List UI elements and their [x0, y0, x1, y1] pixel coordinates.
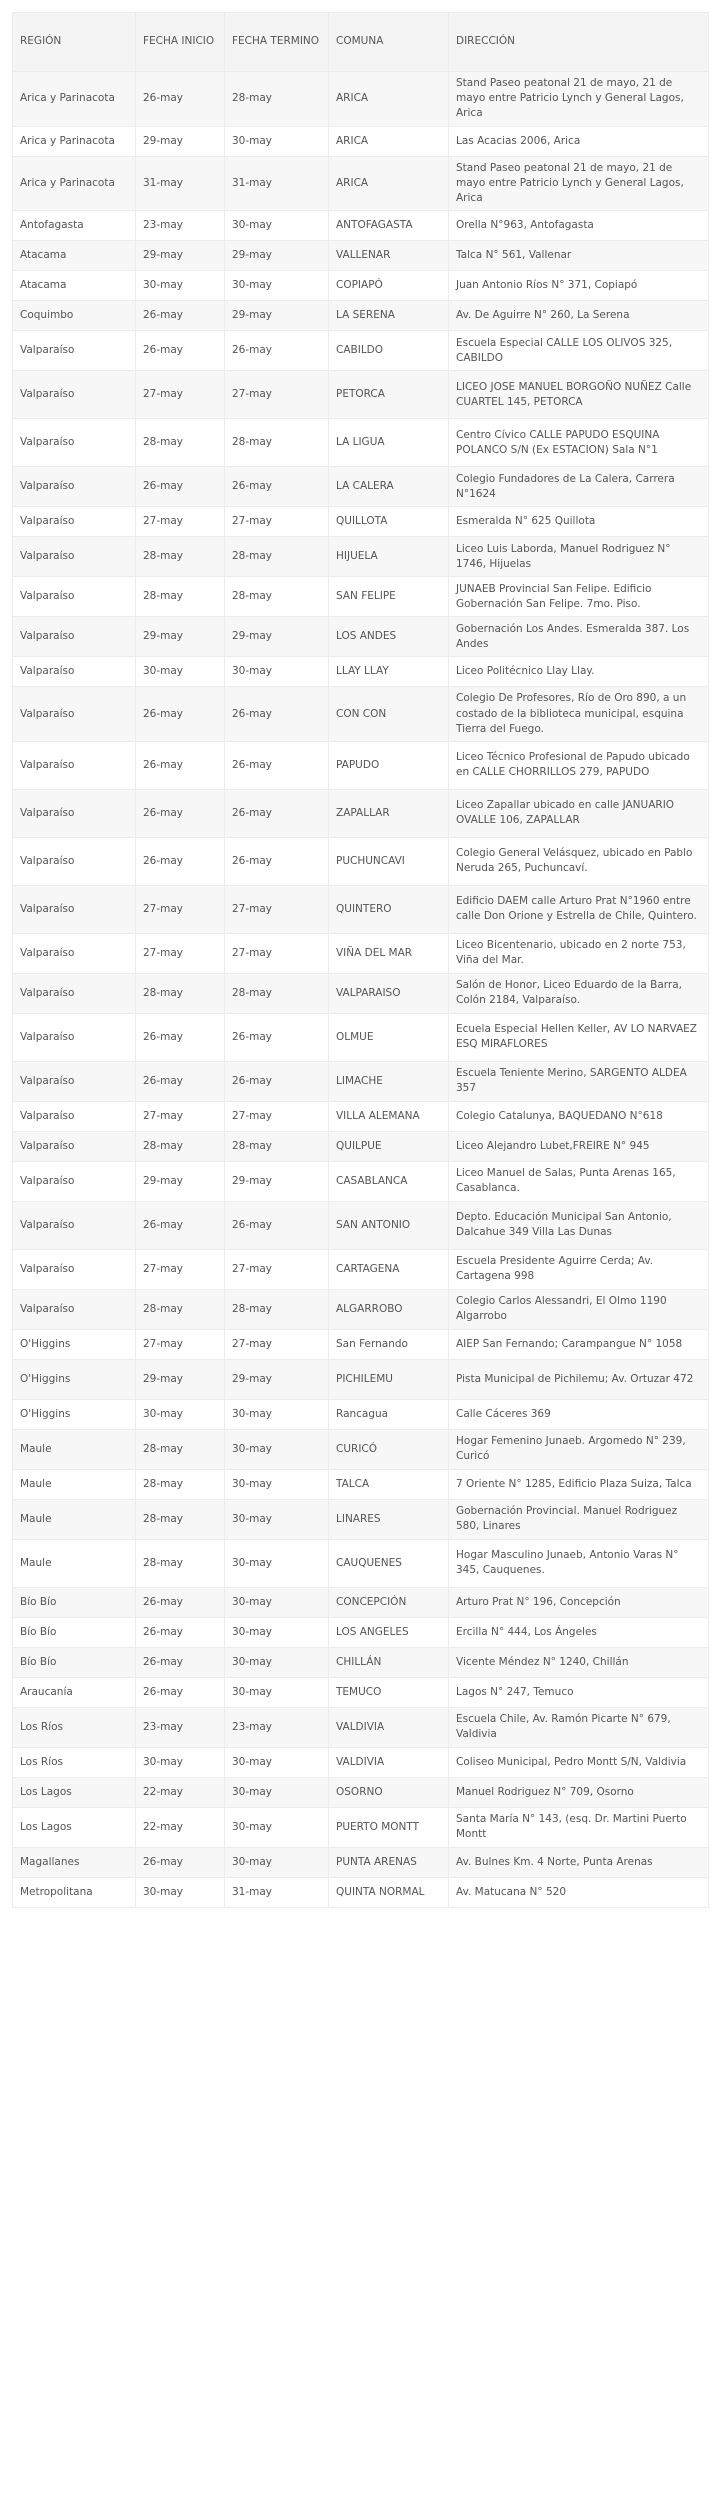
cell-direccion: Escuela Presidente Aguirre Cerda; Av. Cartagena 998: [449, 1249, 709, 1289]
table-row: [13, 933, 709, 973]
cell-fecha-inicio: 27-may: [136, 1249, 225, 1289]
cell-comuna: San Fernando: [329, 1329, 449, 1359]
cell-fecha-inicio: 27-may: [136, 371, 225, 419]
cell-fecha-termino: 28-may: [225, 577, 329, 617]
cell-comuna: ZAPALLAR: [329, 789, 449, 837]
cell-direccion: Las Acacias 2006, Arica: [449, 126, 709, 156]
cell-fecha-inicio: 29-may: [136, 241, 225, 271]
cell-comuna: ALGARROBO: [329, 1289, 449, 1329]
cell-region: Valparaíso: [13, 1013, 136, 1061]
cell-fecha-termino: 28-may: [225, 537, 329, 577]
cell-direccion: Liceo Técnico Profesional de Papudo ubicado en CALLE CHORRILLOS 279, PAPUDO: [449, 741, 709, 789]
cell-region: Arica y Parinacota: [13, 72, 136, 127]
table-row: [13, 1587, 709, 1617]
cell-fecha-inicio: 28-may: [136, 1429, 225, 1469]
cell-direccion: Juan Antonio Ríos N° 371, Copiapó: [449, 271, 709, 301]
table-row: [13, 1677, 709, 1707]
cell-comuna: QUILPUE: [329, 1131, 449, 1161]
cell-fecha-termino: 27-may: [225, 885, 329, 933]
cell-region: Los Ríos: [13, 1747, 136, 1777]
cell-fecha-termino: 27-may: [225, 1329, 329, 1359]
cell-comuna: VALDIVIA: [329, 1747, 449, 1777]
column-header-fecha-inicio: FECHA INICIO: [136, 13, 225, 72]
cell-comuna: TEMUCO: [329, 1677, 449, 1707]
table-row: [13, 789, 709, 837]
cell-region: Valparaíso: [13, 789, 136, 837]
cell-direccion: Av. Matucana N° 520: [449, 1877, 709, 1907]
cell-fecha-inicio: 27-may: [136, 885, 225, 933]
cell-comuna: LOS ANGELES: [329, 1617, 449, 1647]
cell-direccion: Stand Paseo peatonal 21 de mayo, 21 de mayo entre Patricio Lynch y General Lagos, Arica: [449, 72, 709, 127]
cell-region: Valparaíso: [13, 741, 136, 789]
cell-direccion: Edificio DAEM calle Arturo Prat N°1960 entre calle Don Orione y Estrella de Chile, Quintero.: [449, 885, 709, 933]
cell-direccion: Liceo Luis Laborda, Manuel Rodriguez N° 1746, Hijuelas: [449, 537, 709, 577]
cell-region: Magallanes: [13, 1847, 136, 1877]
header-row: [13, 13, 709, 72]
cell-fecha-inicio: 29-may: [136, 1359, 225, 1399]
table-row: [13, 973, 709, 1013]
cell-fecha-inicio: 28-may: [136, 1289, 225, 1329]
cell-comuna: SAN FELIPE: [329, 577, 449, 617]
table-row: [13, 1499, 709, 1539]
cell-fecha-termino: 29-may: [225, 301, 329, 331]
cell-region: O'Higgins: [13, 1399, 136, 1429]
cell-comuna: PAPUDO: [329, 741, 449, 789]
table-row: [13, 577, 709, 617]
cell-fecha-inicio: 26-may: [136, 72, 225, 127]
cell-direccion: Colegio Carlos Alessandri, El Olmo 1190 Algarrobo: [449, 1289, 709, 1329]
cell-region: Bío Bío: [13, 1647, 136, 1677]
cell-comuna: CURICÓ: [329, 1429, 449, 1469]
cell-fecha-inicio: 23-may: [136, 1707, 225, 1747]
table-row: [13, 1101, 709, 1131]
table-row: [13, 1289, 709, 1329]
cell-direccion: Liceo Bicentenario, ubicado en 2 norte 753, Viña del Mar.: [449, 933, 709, 973]
cell-direccion: Ecuela Especial Hellen Keller, AV LO NARVAEZ ESQ MIRAFLORES: [449, 1013, 709, 1061]
table-row: [13, 507, 709, 537]
cell-region: Bío Bío: [13, 1617, 136, 1647]
cell-fecha-inicio: 26-may: [136, 1647, 225, 1677]
cell-fecha-termino: 28-may: [225, 1289, 329, 1329]
cell-fecha-termino: 30-may: [225, 1617, 329, 1647]
table-row: [13, 241, 709, 271]
cell-fecha-inicio: 26-may: [136, 789, 225, 837]
cell-comuna: CAUQUENES: [329, 1539, 449, 1587]
table-row: [13, 1707, 709, 1747]
cell-fecha-inicio: 26-may: [136, 1061, 225, 1101]
cell-direccion: Colegio General Velásquez, ubicado en Pablo Neruda 265, Puchuncaví.: [449, 837, 709, 885]
cell-region: O'Higgins: [13, 1329, 136, 1359]
cell-fecha-inicio: 28-may: [136, 1499, 225, 1539]
table-row: [13, 1877, 709, 1907]
cell-direccion: Depto. Educación Municipal San Antonio, Dalcahue 349 Villa Las Dunas: [449, 1201, 709, 1249]
cell-fecha-inicio: 30-may: [136, 1399, 225, 1429]
cell-fecha-termino: 28-may: [225, 973, 329, 1013]
table-row: [13, 211, 709, 241]
cell-direccion: Av. De Aguirre N° 260, La Serena: [449, 301, 709, 331]
cell-fecha-termino: 26-may: [225, 687, 329, 742]
cell-fecha-inicio: 28-may: [136, 1469, 225, 1499]
column-header-region: REGIÓN: [13, 13, 136, 72]
cell-fecha-termino: 28-may: [225, 72, 329, 127]
cell-fecha-inicio: 28-may: [136, 1131, 225, 1161]
cell-comuna: VILLA ALEMANA: [329, 1101, 449, 1131]
cell-fecha-termino: 29-may: [225, 1359, 329, 1399]
cell-region: Atacama: [13, 241, 136, 271]
cell-fecha-termino: 30-may: [225, 126, 329, 156]
cell-fecha-inicio: 26-may: [136, 1587, 225, 1617]
cell-fecha-termino: 27-may: [225, 371, 329, 419]
cell-fecha-termino: 26-may: [225, 741, 329, 789]
cell-fecha-termino: 27-may: [225, 1249, 329, 1289]
data-table: [12, 12, 709, 1908]
cell-region: Valparaíso: [13, 1061, 136, 1101]
cell-fecha-termino: 26-may: [225, 1201, 329, 1249]
cell-region: Valparaíso: [13, 1101, 136, 1131]
cell-direccion: Colegio Fundadores de La Calera, Carrera N°1624: [449, 467, 709, 507]
cell-fecha-inicio: 29-may: [136, 126, 225, 156]
cell-fecha-termino: 30-may: [225, 1587, 329, 1617]
cell-direccion: Ercilla N° 444, Los Ángeles: [449, 1617, 709, 1647]
cell-region: Valparaíso: [13, 657, 136, 687]
cell-comuna: LOS ANDES: [329, 617, 449, 657]
cell-fecha-termino: 30-may: [225, 271, 329, 301]
cell-region: Valparaíso: [13, 467, 136, 507]
cell-fecha-termino: 27-may: [225, 1101, 329, 1131]
cell-fecha-inicio: 28-may: [136, 419, 225, 467]
cell-region: Metropolitana: [13, 1877, 136, 1907]
cell-direccion: Colegio De Profesores, Río de Oro 890, a un costado de la biblioteca municipal, esquina Tierra del Fuego.: [449, 687, 709, 742]
cell-fecha-inicio: 28-may: [136, 537, 225, 577]
cell-comuna: Rancagua: [329, 1399, 449, 1429]
table-row: [13, 1359, 709, 1399]
table-row: [13, 1777, 709, 1807]
table-row: [13, 1201, 709, 1249]
cell-fecha-termino: 26-may: [225, 789, 329, 837]
cell-comuna: CONCEPCIÓN: [329, 1587, 449, 1617]
cell-fecha-inicio: 26-may: [136, 741, 225, 789]
table-row: [13, 126, 709, 156]
cell-comuna: PUCHUNCAVI: [329, 837, 449, 885]
table-row: [13, 1329, 709, 1359]
cell-comuna: LA LIGUA: [329, 419, 449, 467]
table-row: [13, 1617, 709, 1647]
column-header-direccion: DIRECCIÓN: [449, 13, 709, 72]
cell-fecha-termino: 30-may: [225, 1677, 329, 1707]
cell-fecha-termino: 26-may: [225, 1061, 329, 1101]
table-row: [13, 419, 709, 467]
cell-comuna: LA SERENA: [329, 301, 449, 331]
cell-fecha-termino: 30-may: [225, 1807, 329, 1847]
cell-direccion: AIEP San Fernando; Carampangue N° 1058: [449, 1329, 709, 1359]
cell-fecha-termino: 30-may: [225, 1747, 329, 1777]
cell-direccion: Gobernación Provincial. Manuel Rodriguez 580, Linares: [449, 1499, 709, 1539]
table-row: [13, 1647, 709, 1677]
cell-comuna: SAN ANTONIO: [329, 1201, 449, 1249]
cell-fecha-inicio: 30-may: [136, 1747, 225, 1777]
cell-direccion: Hogar Femenino Junaeb. Argomedo N° 239, Curicó: [449, 1429, 709, 1469]
cell-fecha-inicio: 26-may: [136, 1617, 225, 1647]
cell-fecha-termino: 23-may: [225, 1707, 329, 1747]
cell-fecha-inicio: 27-may: [136, 507, 225, 537]
cell-region: Valparaíso: [13, 1249, 136, 1289]
cell-direccion: Lagos N° 247, Temuco: [449, 1677, 709, 1707]
table-row: [13, 1161, 709, 1201]
cell-comuna: QUINTA NORMAL: [329, 1877, 449, 1907]
cell-comuna: HIJUELA: [329, 537, 449, 577]
table-row: [13, 1131, 709, 1161]
table-row: [13, 687, 709, 742]
cell-fecha-inicio: 28-may: [136, 973, 225, 1013]
cell-region: Valparaíso: [13, 973, 136, 1013]
cell-comuna: VALLENAR: [329, 241, 449, 271]
cell-region: Valparaíso: [13, 617, 136, 657]
table-row: [13, 617, 709, 657]
cell-fecha-inicio: 31-may: [136, 156, 225, 211]
cell-comuna: ARICA: [329, 156, 449, 211]
cell-comuna: OLMUE: [329, 1013, 449, 1061]
cell-region: Valparaíso: [13, 577, 136, 617]
table-row: [13, 1429, 709, 1469]
cell-fecha-termino: 30-may: [225, 1847, 329, 1877]
cell-fecha-termino: 26-may: [225, 467, 329, 507]
cell-region: Valparaíso: [13, 933, 136, 973]
cell-comuna: CARTAGENA: [329, 1249, 449, 1289]
cell-region: Los Lagos: [13, 1807, 136, 1847]
table-row: [13, 1539, 709, 1587]
cell-fecha-termino: 30-may: [225, 1539, 329, 1587]
cell-fecha-inicio: 26-may: [136, 1677, 225, 1707]
cell-direccion: Esmeralda N° 625 Quillota: [449, 507, 709, 537]
cell-region: Maule: [13, 1429, 136, 1469]
cell-direccion: Coliseo Municipal, Pedro Montt S/N, Valdivia: [449, 1747, 709, 1777]
cell-fecha-termino: 30-may: [225, 1399, 329, 1429]
table-row: [13, 1249, 709, 1289]
column-header-fecha-termino: FECHA TERMINO: [225, 13, 329, 72]
cell-comuna: PUNTA ARENAS: [329, 1847, 449, 1877]
cell-direccion: Liceo Politécnico Llay Llay.: [449, 657, 709, 687]
cell-direccion: Liceo Alejandro Lubet,FREIRE N° 945: [449, 1131, 709, 1161]
table-row: [13, 885, 709, 933]
cell-fecha-inicio: 26-may: [136, 467, 225, 507]
cell-comuna: VALPARAISO: [329, 973, 449, 1013]
cell-comuna: QUINTERO: [329, 885, 449, 933]
cell-fecha-inicio: 26-may: [136, 837, 225, 885]
cell-direccion: Pista Municipal de Pichilemu; Av. Ortuzar 472: [449, 1359, 709, 1399]
table-body: [13, 72, 709, 1908]
cell-fecha-inicio: 26-may: [136, 687, 225, 742]
cell-region: Los Lagos: [13, 1777, 136, 1807]
cell-region: Antofagasta: [13, 211, 136, 241]
cell-comuna: TALCA: [329, 1469, 449, 1499]
cell-region: Arica y Parinacota: [13, 156, 136, 211]
cell-comuna: LIMACHE: [329, 1061, 449, 1101]
cell-direccion: Manuel Rodriguez N° 709, Osorno: [449, 1777, 709, 1807]
cell-fecha-termino: 26-may: [225, 331, 329, 371]
table-container: [12, 12, 708, 1908]
cell-comuna: OSORNO: [329, 1777, 449, 1807]
table-row: [13, 837, 709, 885]
table-row: [13, 1013, 709, 1061]
cell-direccion: Santa María N° 143, (esq. Dr. Martini Puerto Montt: [449, 1807, 709, 1847]
cell-fecha-inicio: 26-may: [136, 331, 225, 371]
cell-fecha-inicio: 30-may: [136, 1877, 225, 1907]
cell-direccion: Salón de Honor, Liceo Eduardo de la Barra, Colón 2184, Valparaíso.: [449, 973, 709, 1013]
cell-fecha-termino: 30-may: [225, 657, 329, 687]
cell-fecha-inicio: 27-may: [136, 1101, 225, 1131]
table-row: [13, 537, 709, 577]
cell-fecha-termino: 31-may: [225, 156, 329, 211]
cell-region: Maule: [13, 1469, 136, 1499]
cell-comuna: CASABLANCA: [329, 1161, 449, 1201]
cell-fecha-termino: 27-may: [225, 933, 329, 973]
cell-fecha-termino: 31-may: [225, 1877, 329, 1907]
cell-fecha-inicio: 26-may: [136, 1201, 225, 1249]
cell-fecha-inicio: 26-may: [136, 1847, 225, 1877]
cell-direccion: Escuela Chile, Av. Ramón Picarte N° 679, Valdivia: [449, 1707, 709, 1747]
cell-region: Los Ríos: [13, 1707, 136, 1747]
cell-region: Bío Bío: [13, 1587, 136, 1617]
cell-direccion: Calle Cáceres 369: [449, 1399, 709, 1429]
cell-fecha-inicio: 27-may: [136, 1329, 225, 1359]
cell-fecha-termino: 26-may: [225, 1013, 329, 1061]
cell-fecha-termino: 28-may: [225, 1131, 329, 1161]
cell-fecha-inicio: 23-may: [136, 211, 225, 241]
cell-fecha-inicio: 22-may: [136, 1777, 225, 1807]
table-row: [13, 657, 709, 687]
cell-comuna: VIÑA DEL MAR: [329, 933, 449, 973]
table-row: [13, 331, 709, 371]
cell-direccion: Liceo Manuel de Salas, Punta Arenas 165, Casablanca.: [449, 1161, 709, 1201]
cell-region: Arica y Parinacota: [13, 126, 136, 156]
cell-fecha-termino: 29-may: [225, 1161, 329, 1201]
table-row: [13, 1469, 709, 1499]
cell-region: O'Higgins: [13, 1359, 136, 1399]
table-row: [13, 1807, 709, 1847]
cell-region: Valparaíso: [13, 331, 136, 371]
cell-direccion: Escuela Especial CALLE LOS OLIVOS 325, CABILDO: [449, 331, 709, 371]
cell-comuna: QUILLOTA: [329, 507, 449, 537]
cell-comuna: CABILDO: [329, 331, 449, 371]
cell-region: Valparaíso: [13, 1161, 136, 1201]
cell-region: Valparaíso: [13, 419, 136, 467]
cell-fecha-inicio: 30-may: [136, 271, 225, 301]
cell-direccion: Talca N° 561, Vallenar: [449, 241, 709, 271]
table-row: [13, 1061, 709, 1101]
cell-comuna: VALDIVIA: [329, 1707, 449, 1747]
cell-region: Valparaíso: [13, 507, 136, 537]
cell-comuna: LLAY LLAY: [329, 657, 449, 687]
cell-region: Valparaíso: [13, 371, 136, 419]
cell-region: Valparaíso: [13, 837, 136, 885]
table-row: [13, 1399, 709, 1429]
cell-fecha-inicio: 29-may: [136, 617, 225, 657]
cell-comuna: ARICA: [329, 72, 449, 127]
table-row: [13, 1847, 709, 1877]
cell-comuna: PICHILEMU: [329, 1359, 449, 1399]
column-header-comuna: COMUNA: [329, 13, 449, 72]
cell-comuna: PUERTO MONTT: [329, 1807, 449, 1847]
cell-fecha-inicio: 26-may: [136, 301, 225, 331]
table-row: [13, 72, 709, 127]
cell-comuna: CHILLÁN: [329, 1647, 449, 1677]
cell-region: Valparaíso: [13, 885, 136, 933]
table-row: [13, 371, 709, 419]
cell-region: Valparaíso: [13, 1201, 136, 1249]
cell-direccion: Av. Bulnes Km. 4 Norte, Punta Arenas: [449, 1847, 709, 1877]
cell-comuna: CON CON: [329, 687, 449, 742]
table-row: [13, 467, 709, 507]
cell-direccion: JUNAEB Provincial San Felipe. Edificio Gobernación San Felipe. 7mo. Piso.: [449, 577, 709, 617]
cell-comuna: LA CALERA: [329, 467, 449, 507]
table-row: [13, 301, 709, 331]
cell-fecha-termino: 30-may: [225, 1777, 329, 1807]
cell-fecha-termino: 29-may: [225, 617, 329, 657]
cell-fecha-inicio: 29-may: [136, 1161, 225, 1201]
cell-fecha-inicio: 28-may: [136, 1539, 225, 1587]
cell-fecha-inicio: 27-may: [136, 933, 225, 973]
cell-fecha-termino: 30-may: [225, 1469, 329, 1499]
cell-region: Atacama: [13, 271, 136, 301]
cell-direccion: Colegio Catalunya, BAQUEDANO N°618: [449, 1101, 709, 1131]
cell-direccion: Stand Paseo peatonal 21 de mayo, 21 de mayo entre Patricio Lynch y General Lagos, Arica: [449, 156, 709, 211]
cell-comuna: PETORCA: [329, 371, 449, 419]
cell-fecha-termino: 29-may: [225, 241, 329, 271]
cell-region: Valparaíso: [13, 1289, 136, 1329]
cell-region: Coquimbo: [13, 301, 136, 331]
cell-region: Maule: [13, 1499, 136, 1539]
cell-region: Valparaíso: [13, 687, 136, 742]
cell-region: Araucanía: [13, 1677, 136, 1707]
cell-direccion: 7 Oriente N° 1285, Edificio Plaza Suiza, Talca: [449, 1469, 709, 1499]
cell-fecha-termino: 30-may: [225, 1647, 329, 1677]
table-header: [13, 13, 709, 72]
cell-direccion: Escuela Teniente Merino, SARGENTO ALDEA 357: [449, 1061, 709, 1101]
cell-direccion: Hogar Masculino Junaeb, Antonio Varas N° 345, Cauquenes.: [449, 1539, 709, 1587]
cell-direccion: Gobernación Los Andes. Esmeralda 387. Los Andes: [449, 617, 709, 657]
cell-comuna: LINARES: [329, 1499, 449, 1539]
cell-region: Maule: [13, 1539, 136, 1587]
cell-direccion: Orella N°963, Antofagasta: [449, 211, 709, 241]
cell-direccion: Centro Cívico CALLE PAPUDO ESQUINA POLANCO S/N (Ex ESTACION) Sala N°1: [449, 419, 709, 467]
table-row: [13, 156, 709, 211]
cell-region: Valparaíso: [13, 1131, 136, 1161]
cell-direccion: Vicente Méndez N° 1240, Chillán: [449, 1647, 709, 1677]
cell-direccion: LICEO JOSE MANUEL BORGOÑO NUÑEZ Calle CUARTEL 145, PETORCA: [449, 371, 709, 419]
cell-fecha-termino: 30-may: [225, 1499, 329, 1539]
cell-fecha-termino: 30-may: [225, 1429, 329, 1469]
cell-fecha-inicio: 26-may: [136, 1013, 225, 1061]
cell-fecha-termino: 27-may: [225, 507, 329, 537]
table-row: [13, 741, 709, 789]
cell-fecha-inicio: 28-may: [136, 577, 225, 617]
cell-comuna: ARICA: [329, 126, 449, 156]
cell-direccion: Arturo Prat N° 196, Concepción: [449, 1587, 709, 1617]
table-row: [13, 1747, 709, 1777]
cell-comuna: COPIAPÓ: [329, 271, 449, 301]
cell-fecha-termino: 30-may: [225, 211, 329, 241]
cell-fecha-inicio: 22-may: [136, 1807, 225, 1847]
cell-fecha-termino: 28-may: [225, 419, 329, 467]
cell-region: Valparaíso: [13, 537, 136, 577]
cell-fecha-inicio: 30-may: [136, 657, 225, 687]
cell-comuna: ANTOFAGASTA: [329, 211, 449, 241]
table-row: [13, 271, 709, 301]
cell-direccion: Liceo Zapallar ubicado en calle JANUARIO OVALLE 106, ZAPALLAR: [449, 789, 709, 837]
cell-fecha-termino: 26-may: [225, 837, 329, 885]
